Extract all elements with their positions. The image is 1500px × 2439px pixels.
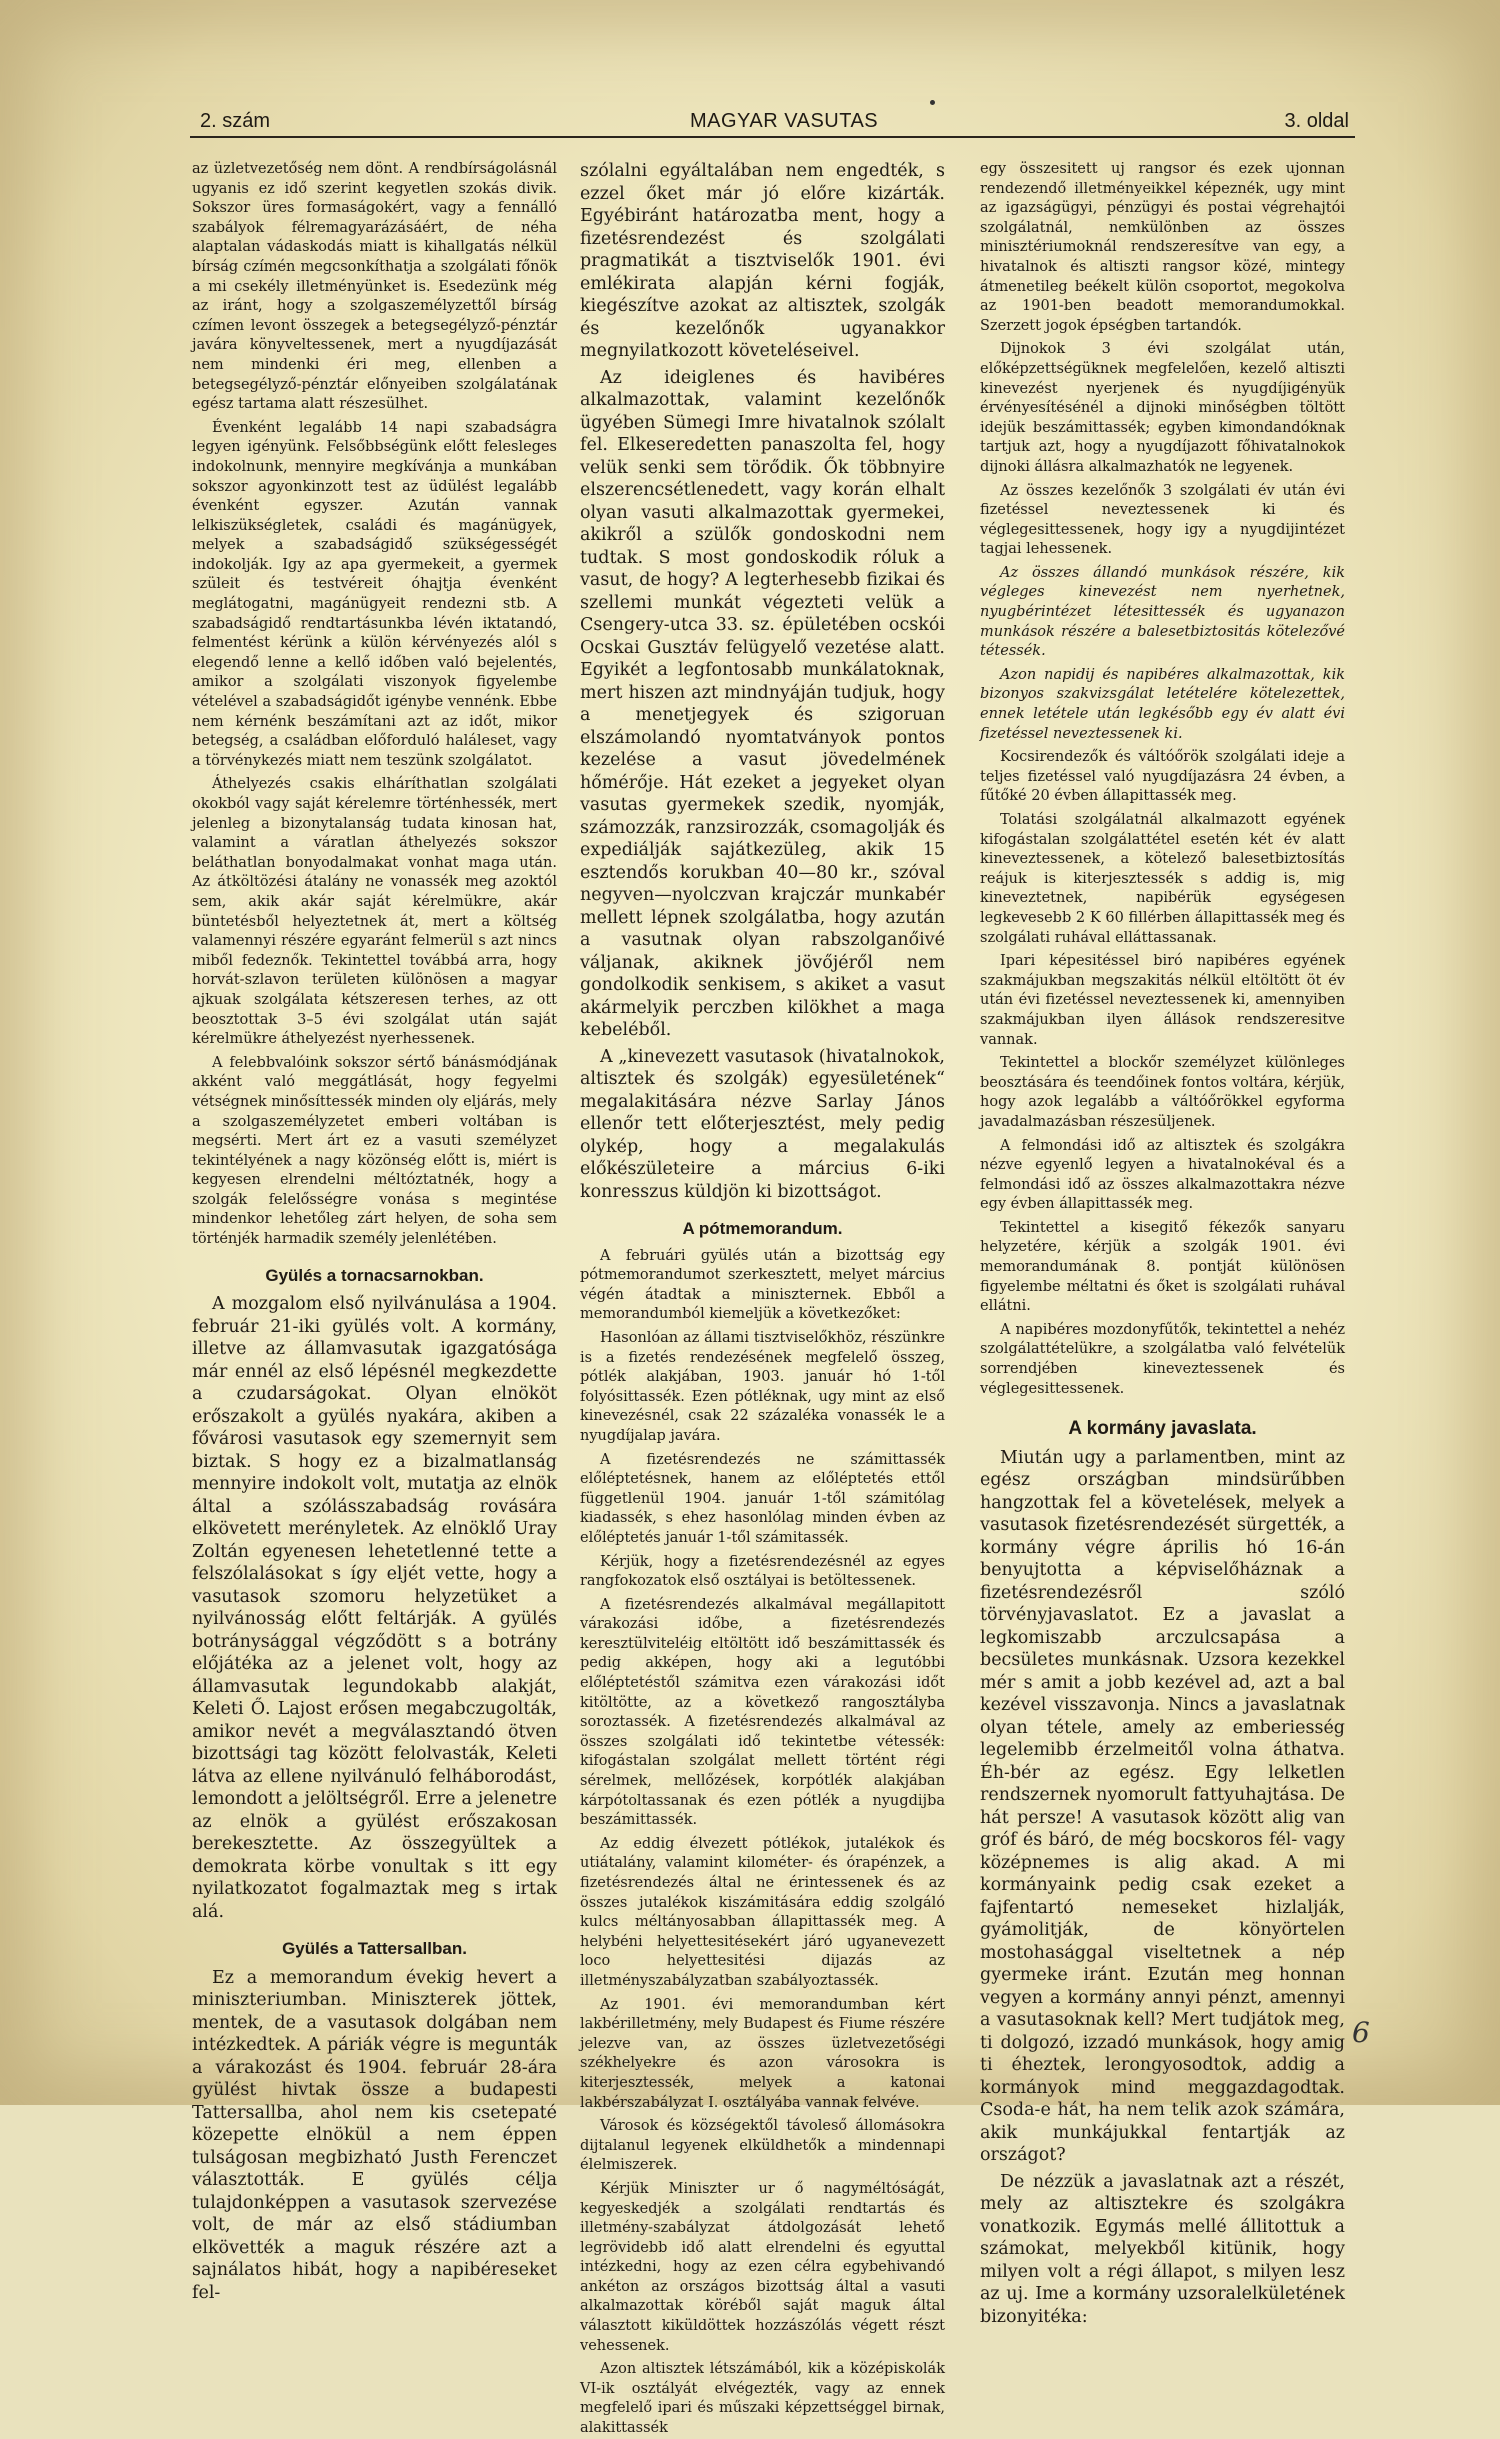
section-heading: A pótmemorandum. [682, 1219, 843, 1238]
paragraph: A fizetésrendezés ne számittassék előléptetésnek, hanem az előléptetés ettől függetlenül 1904. január 1-től számitólag kiadassék, s ehez hasonlólag minden évben az előléptetés január 1-től számitassék. [580, 1451, 945, 1546]
column-1 [192, 160, 557, 2303]
paragraph: De nézzük a javaslatnak azt a részét, mely az altisztekre és szolgákra vonatkozik. Egymás mellé állitottuk a számokat, melyekből kitünik, hogy milyen volt a régi állapot, s milyen lesz az uj. Ime a kormány uzsoralelkületének bizonyitéka: [980, 2171, 1345, 2327]
paragraph: A felmondási idő az altisztek és szolgákra nézve egyenlő legyen a hivatalnokéval és a felmondási idő az összes alkalmazottakra nézve egy évben állapittassék meg. [980, 1137, 1345, 1213]
paragraph: A mozgalom első nyilvánulása a 1904. február 21-iki gyülés volt. A kormány, illetve az államvasutak igazgatósága már ennél az első lépésnél megkezdette a czudarságokat. Olyan elnököt erőszakolt a gyülés nyakára, akiben a fővárosi vasutasok egy szemernyit sem biztak. S hogy ez a bizalmatlanság mennyire indokolt volt, mutatja az elnök által a szólásszabadság rovására elkövetett merényletek. Az elnöklő Uray Zoltán egyenesen lehetetlenné tette a felszólalásokat s így eljét vette, hogy a vasutasok szomoru helyzetüket a nyilvánosság előtt feltárják. A gyülés botránysággal végződött s a botrány előjátéka az a jelenet volt, hogy az államvasutak legundokabb alakját, Keleti Ő. Lajost erősen megabczugolták, amikor nevét a megválasztandó ötven bizottsági tag között felolvasták, Keleti látva az ellene nyilvánuló felháborodást, lemondott a jelöltségről. Erre a jelenetre az elnök a gyülést erőszakosan berekesztette. Az összegyültek a demokrata körbe vonultak s itt egy nyilatkozatot fogalmaztak meg s irtak alá. [192, 1294, 557, 1922]
paragraph: Kérjük Miniszter ur ő nagyméltóságát, kegyeskedjék a szolgálati rendtartás és illetmény-szabályzat átdolgozását lehető legrövidebb idő alatt elrendelni és egyuttal intézkedni, hogy az ezen célra egybehivandó ankéton az országos bizottság által a vasuti alkalmazottak köréből saját maguk által választott kiküldöttek hozzászólás végett részt vehessenek. [580, 2180, 945, 2354]
paragraph: Az összes kezelőnők 3 szolgálati év után évi fizetéssel neveztessenek ki és véglegesittessenek, hogy igy a nyugdijintézet tagjai lehessenek. [980, 482, 1345, 558]
page-label: 3. oldal [1284, 110, 1349, 132]
paragraph: Azon altisztek létszámából, kik a középiskolák VI-ik osztályát elvégezték, vagy az ennek megfelelő ipari és műszaki képzettséggel birnak, alakittassék [580, 2361, 945, 2437]
column-3 [980, 160, 1345, 2327]
paragraph: Évenként legalább 14 napi szabadságra legyen igényünk. Felsőbbségünk előtt felesleges indokolnunk, mennyire megkívánja a munkában sokszor agyonkinzott test az üdülést legalább évenként egyszer. Azután vannak lelkiszükségletek, családi és magánügyek, melyek a szabadságidő szükségességét indokolják. Igy az apa gyermekeit, a gyermek szüleit és testvéreit óhajtja évenként meglátogatni, magánügyeit rendezni stb. A szabadságidő rendtartásunkba lévén iktatandó, felmentést kérünk a külön kérvényezés alól s elegendő lenne a kellő időben való bejelentés, amikor a szolgálati viszonyok figyelembe vételével a szabadságidőt igénybe vennénk. Ebbe nem kérnénk beszámítani azt az időt, mikor betegség, a családban előforduló haláleset, vagy a törvénykezés miatt nem teszünk szolgálatot. [192, 419, 557, 769]
paragraph: A felebbvalóink sokszor sértő bánásmódjának akként való meggátlását, hogy fegyelmi vétségnek minősíttessék minden oly eljárás, mely a szolgaszemélyzetet emberi voltában is megsérti. Mert árt ez a vasuti személyzet tekintélyének a nagy közönség előtt is, miért is kegyesen elrendelni méltóztatnék, hogy a szolgák felelősségre vonása s megintése mindenkor lehetőleg zárt helyen, de soha sem történjék harmadik személy jelenlétében. [192, 1054, 557, 1248]
ink-dot [930, 100, 935, 105]
section-heading: A kormány javaslata. [1068, 1418, 1257, 1440]
paragraph: Az ideiglenes és havibéres alkalmazottak, valamint kezelőnők ügyében Sümegi Imre hivatalnok szólalt fel. Elkeseredetten panaszolta fel, hogy velük senki sem törődik. Ők többnyire elszerencsétlenedett, vagy korán elhalt olyan vasuti alkalmazottak gyermekei, akikről a szülők gondoskodni nem tudtak. S most gondoskodik róluk a vasut, de hogy? A legterhesebb fizikai és szellemi munkát végezteti velük a Csengery-utca 33. sz. épületében ocskói Ocskai Gusztáv felügyelő vezetése alatt. Egyikét a legfontosabb munkálatoknak, mert hiszen azt mindnyáján tudjuk, hogy a menetjegyek és szigoruan elszámolandó nyomtatványok pontos kezelése a vasut jövedelmének hőmérője. Hát ezeket a jegyeket olyan vasutas gyermekek szedik, nyomják, számozzák, ranzsirozzák, csomagolják és expediálják sajátkezüleg, akik 15 esztendős korukban 40—80 kr., szóval negyven—nyolczvan krajczár munkabér mellett lépnek szolgálatba, hogy azután a vasutnak olyan rabszolganőivé váljanak, akiknek jövőjéről nem gondolkodik senkisem, s akiket a vasut akármelyik perczben kilökhet a maga kebeléből. [580, 367, 945, 1040]
paragraph: az üzletvezetőség nem dönt. A rendbírságolásnál ugyanis ez idő szerint kegyetlen szokás divik. Sokszor üres formaságokért, vagy a fennálló szabályok félremagyarázásáért, de néha alaptalan vádaskodás miatt is kihallgatás nélkül bírság czímén megcsonkíthatja a szolgálati főnök a mi csekély illetményünket is. Esedezünk még az iránt, hogy a szolgaszemélyzettől bírság czímen levont összegek a betegsegélyző-pénztár javára könyveltessenek, mert a nyugdíjazását nem mindenki éri meg, ellenben a betegsegélyző-pénztár előnyeiben szolgálatának egész tartama alatt részesülhet. [192, 161, 557, 413]
section-heading: Gyülés a tornacsarnokban. [265, 1265, 484, 1285]
paragraph: egy összesitett uj rangsor és ezek ujonnan rendezendő illetményeikkel képeznék, ugy mint az igazságügyi, pénzügyi és postai végrehajtói szolgálatnál, nemkülönben az összes minisztériumoknál rendszeresítve van egy, a hivatalnok és altiszti rangsor közé, mintegy átmenetileg beékelt külön csoportot, megokolva az 1901-ben beadott memorandumokkal. Szerzett jogok épségben tartandók. [980, 161, 1345, 334]
paragraph: A februári gyülés után a bizottság egy pótmemorandumot szerkesztett, melyet március végén átadtak a miniszternek. Ebből a memorandumból kiemeljük a következőket: [580, 1247, 945, 1323]
paragraph: A „kinevezett vasutasok (hivatalnokok, altisztek és szolgák) egyesületének“ megalakitására nézve Sarlay János ellenőr tett előterjesztést, mely pedig olykép, hogy a megalakulás előkészületeire a március 6-iki konresszus küldjön ki bizottságot. [580, 1046, 945, 1202]
newspaper-title: MAGYAR VASUTAS [690, 110, 879, 132]
paragraph: Az eddig élvezett pótlékok, jutalékok és utiátalány, valamint kilométer- és órapénzek, a fizetésrendezés által ne érintessenek és az összes jutalékok kiszámitására eddig szolgáló kulcs méltányosabban állapittassék meg. A helybéni helyettesitésekért járó ugyanevezett loco helyettesitési dijazás az illetményszabályzatban szabályoztassék. [580, 1835, 945, 1989]
paragraph: Ipari képesitéssel biró napibéres egyének szakmájukban megszakitás nélkül eltöltött öt év után évi fizetéssel neveztessenek ki, amennyiben szakmájukban ilyen állások rendszeresitve vannak. [980, 953, 1345, 1048]
paragraph: A fizetésrendezés alkalmával megállapitott várakozási időbe, a fizetésrendezés keresztülviteléig eltöltött idő beszámittassék és pedig akképen, hogy aki a legutóbbi előléptetéstől számitva ezen várakozási időt kitöltötte, az a következő rangosztályba soroztassék. A fizetésrendezés alkalmával az összes szolgálati idő tekintetbe vétessék: kifogástalan szolgálat mellett történt régi sérelmek, mellőzések, korpótlék alakjában kárpótoltassanak és ezen pótlék a nyugdijba beszámittassék. [580, 1596, 945, 1829]
paragraph: Hasonlóan az állami tisztviselőkhöz, részünkre is a fizetés rendezésének megfelelő összeg, pótlék alakjában, 1903. január hó 1-től folyósittassék. Ezen pótléknak, ugy mint az első kinevezésnél, csak 22 százaléka vonassék le a nyugdíjalap javára. [580, 1329, 945, 1444]
paragraph: Kocsirendezők és váltóőrök szolgálati ideje a teljes fizetéssel való nyugdíjazásra 24 évben, a fűtőké 20 évben állapittassék meg. [980, 749, 1345, 805]
paragraph: Miután ugy a parlamentben, mint az egész országban mindsürűbben hangzottak fel a követelések, melyek a vasutasok fizetésrendezését sürgették, a kormány végre április hó 16-án benyujtotta a képviselőháznak a fizetésrendezésről szóló törvényjavaslatot. Ez a javaslat a legkomiszabb arczulcsapása a becsületes munkásnak. Uzsora kezekkel mér s amit a jobb kezével ad, azt a bal kezével visszavonja. Nincs a javaslatnak olyan tétele, amely az emberiesség legelemibb érzelmeitől volna áthatva. Éh-bér az egész. Egy lelketlen rendszernek nyomorult fattyuhajtása. De hát persze! A vasutasok között alig van gróf és báró, de még bocskoros fél- vagy középnemes is alig akad. A mi kormányaink pedig csak ezeket a fajfentartó nemeseket hizlalják, gyámolitják, de könyörtelen mostohasággal viseltetnek a nép gyermeke iránt. Ezután meg honnan vegyen a kormány annyi pénzt, amennyi a vasutasoknak kell? Mert tudjátok meg, ti dolgozó, izzadó munkások, hogy amig ti éheztek, lerongyosodtok, addig a kormányok mind meggazdagodtak. Csoda-e hát, ha nem telik azok számára, akik munkájukkal fentartják az országot? [980, 1447, 1345, 2166]
paragraph: Áthelyezés csakis elháríthatlan szolgálati okokból vagy saját kérelemre történhessék, mert jelenleg a bizonytalanság tudata kinosan hat, valamint a váratlan áthelyezés sokszor beláthatlan bonyodalmakat vonhat maga után. Az átköltözési átalány ne vonassék meg azoktól sem, akik akár saját kérelmükre, akár büntetésből helyeztetnek át, mert a költség valamennyi részére egyaránt felmerül s azt nincs miből fedeznők. Tekintettel továbbá arra, hogy horvát-szlavon területen különösen a magyar ajkuak szolgálata kétszeresen terhes, az ott beosztottak 3–5 évi szolgálat után saját kérelmükre áthelyezést nyerhessenek. [192, 776, 557, 1048]
paragraph: Városok és községektől távoleső állomásokra dijtalanul legyenek elküldhetők a mindennapi élelmiszerek. [580, 2118, 945, 2174]
paragraph: Tekintettel a kisegitő fékezők sanyaru helyzetére, kérjük a szolgák 1901. évi memorandumának 8. pontját különösen figyelembe méltatni és őket is szolgálati ruhával ellátni. [980, 1219, 1345, 1315]
issue-number: 2. szám [200, 110, 271, 132]
section-heading: Gyülés a Tattersallban. [282, 1939, 467, 1959]
paragraph: Tolatási szolgálatnál alkalmazott egyének kifogástalan szolgálattétel esetén két év alatt kineveztessenek, a kötelező balesetbiztosítás reájuk is kiterjesztessék s addig is, mig kineveztetnek, napibérük egységesen legkevesebb 2 K 60 fillérben állapittassék meg és szolgálati ruhával elláttassanak. [980, 812, 1345, 946]
handwritten-page-number: 6 [1352, 2016, 1370, 2049]
paragraph: Azon napidij és napibéres alkalmazottak, kik bizonyos szakvizsgálat letételére kötelezettek, ennek letétele után legkésőbb egy év alatt évi fizetéssel neveztessenek ki. [980, 666, 1345, 742]
paragraph: Kérjük, hogy a fizetésrendezésnél az egyes rangfokozatok első osztályai is betöltessenek. [580, 1553, 945, 1590]
column-2 [580, 160, 945, 2437]
paragraph: Ez a memorandum évekig hevert a miniszteriumban. Miniszterek jöttek, mentek, de a vasutasok dolgában nem intézkedtek. A páriák végre is megunták a várakozást és 1904. február 28-ára gyülést hivtak össze a budapesti Tattersallba, ahol nem kis csetepaté közepette elnökül a nem éppen tulságosan megbizható Justh Ferenczet választották. E gyülés célja tulajdonképpen a vasutasok szervezése volt, de már az első stádiumban elkövették a maguk részére azt a sajnálatos hibát, hogy a napibéreseket fel- [192, 1967, 557, 2303]
paragraph: szólalni egyáltalában nem engedték, s ezzel őket már jó előre kizárták. Egyébiránt határozatba ment, hogy a fizetésrendezést és szolgálati pragmatikát a tisztviselők 1901. évi emlékirata alapján kérni fogják, kiegészítve azokat az altisztek, szolgák és kezelőnők ugyanakkor megnyilatkozott követeléseivel. [580, 161, 945, 361]
paragraph: Dijnokok 3 évi szolgálat után, előképzettségüknek megfelelően, kezelő altiszti kinevezést nyerjenek és nyugdíjigényük érvényesítésénél a dijnoki minőségben töltött idejük beszámittassék; egyben kimondandóknak tartjuk azt, hogy a nyugdíjazott főhivatalnokok dijnoki állásra alkalmazhatók ne legyenek. [980, 341, 1345, 475]
paragraph: Az 1901. évi memorandumban kért lakbérilletmény, mely Budapest és Fiume részére jelezve van, az összes üzletvezetőségi székhelyekre és azon városokra is kiterjesztessék, melyek a katonai lakbérszabályzat I. osztályába vannak felvéve. [580, 1996, 945, 2111]
page-header [190, 110, 1355, 138]
paragraph: Tekintettel a blockőr személyzet különleges beosztására és teendőinek fontos voltára, kérjük, hogy azok legalább a váltóőrökkel egyforma javadalmazásban részesüljenek. [980, 1055, 1345, 1130]
paragraph: A napibéres mozdonyfűtők, tekintettel a nehéz szolgálattételükre, a szolgálatba való felvételük sorrendjében kineveztessenek és véglegesittessenek. [980, 1321, 1345, 1397]
paragraph: Az összes állandó munkások részére, kik végleges kinevezést nem nyerhetnek, nyugbérintézet létesittessék és ugyanazon munkások részére a balesetbiztositás kötelezővé tétessék. [980, 564, 1345, 660]
